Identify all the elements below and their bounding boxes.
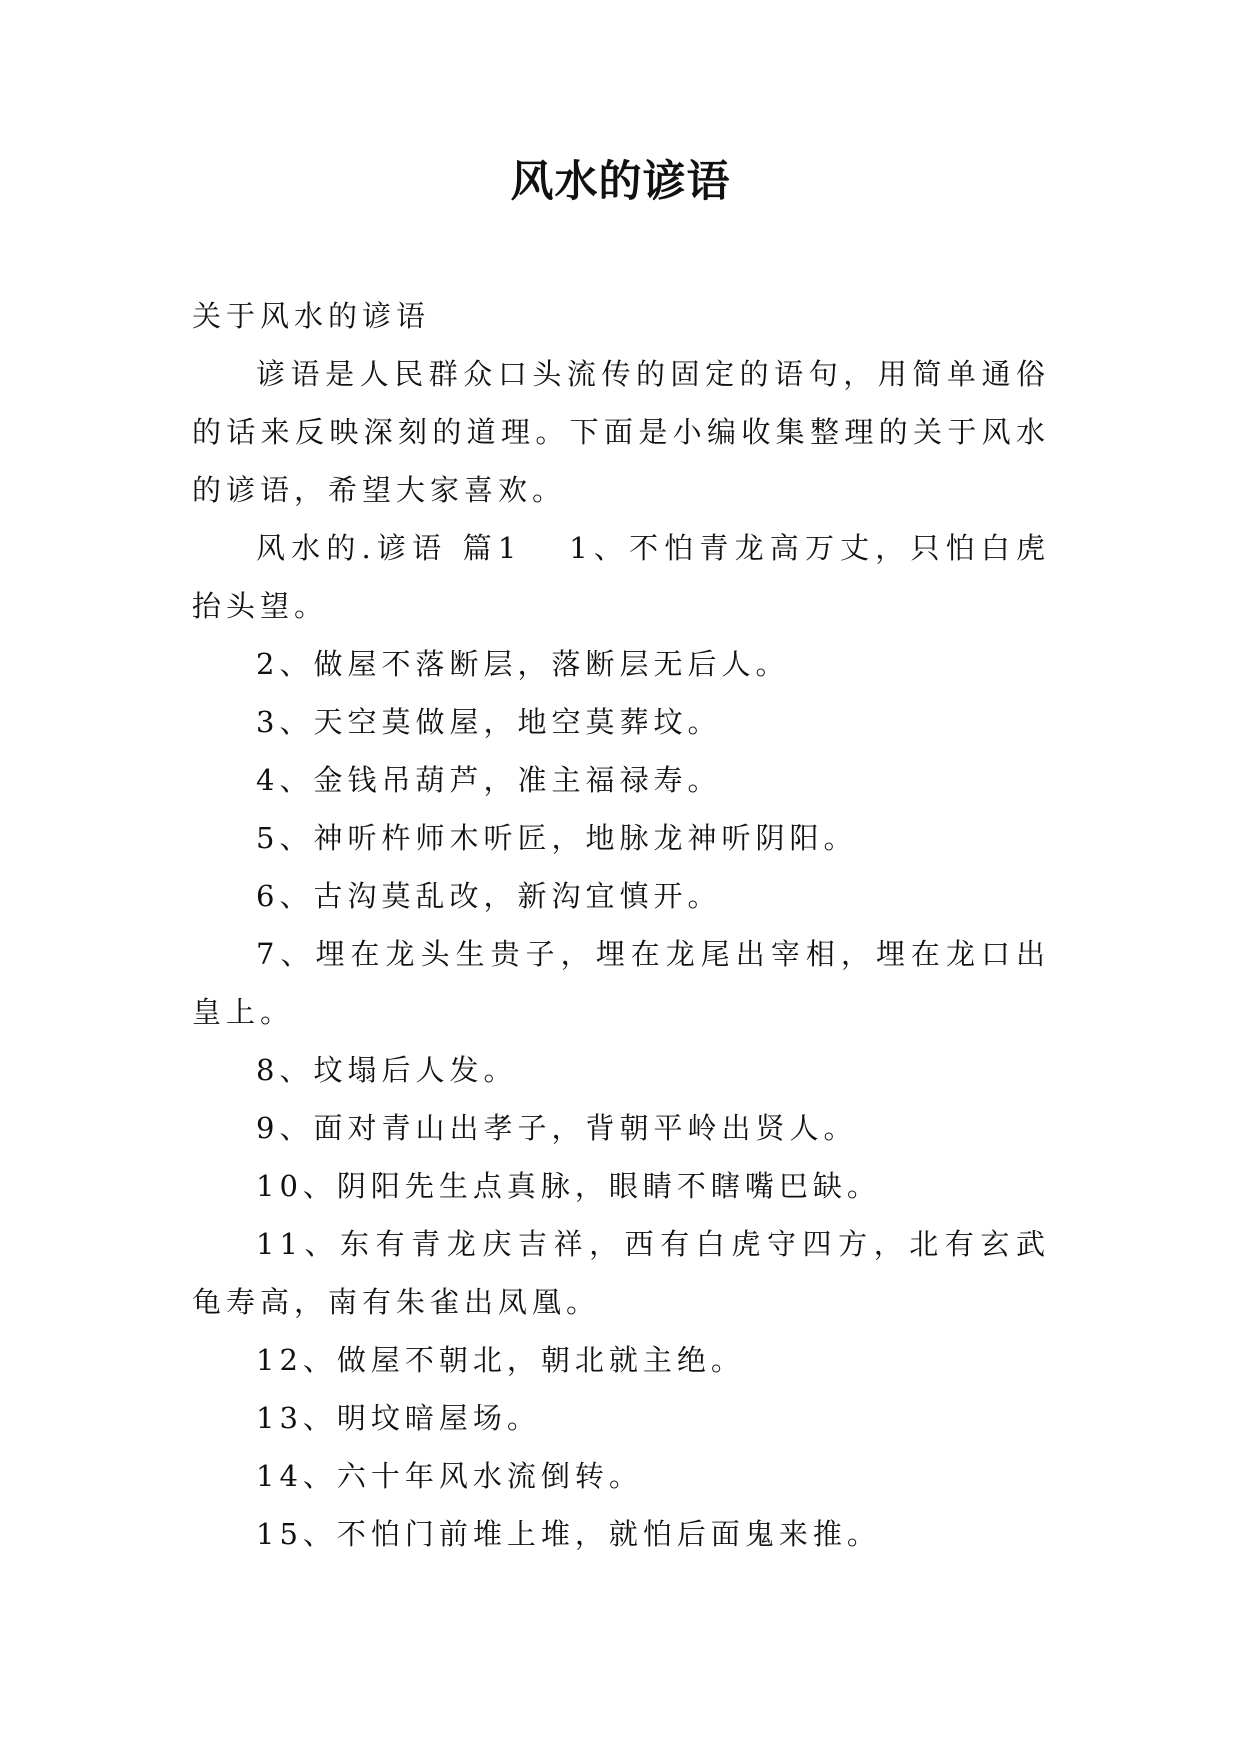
proverb-item: 10、阴阳先生点真脉，眼睛不瞎嘴巴缺。 bbox=[256, 1169, 881, 1203]
proverb-item: 5、神听杵师木听匠，地脉龙神听阴阳。 bbox=[256, 821, 858, 855]
proverb-item: 14、六十年风水流倒转。 bbox=[256, 1459, 643, 1493]
proverb-item: 2、做屋不落断层，落断层无后人。 bbox=[256, 647, 790, 681]
proverb-item: 6、古沟莫乱改，新沟宜慎开。 bbox=[256, 879, 722, 913]
intro-paragraph: 谚语是人民群众口头流传的固定的语句，用简单通俗的话来反映深刻的道理。下面是小编收集整理的关于风水的谚语，希望大家喜欢。 bbox=[192, 357, 1050, 507]
section-heading: 风水的.谚语 篇1 bbox=[256, 531, 522, 565]
subtitle: 关于风水的谚语 bbox=[192, 299, 431, 333]
proverb-item: 12、做屋不朝北，朝北就主绝。 bbox=[256, 1343, 745, 1377]
proverb-item: 1、不怕青龙高万丈，只怕白虎抬头望。 bbox=[192, 531, 1050, 623]
proverb-item: 9、面对青山出孝子，背朝平岭出贤人。 bbox=[256, 1111, 858, 1145]
document-title: 风水的谚语 bbox=[510, 157, 731, 207]
proverb-item: 7、埋在龙头生贵子，埋在龙尾出宰相，埋在龙口出皇上。 bbox=[192, 937, 1050, 1029]
section-paragraph bbox=[192, 519, 1050, 635]
document-body bbox=[192, 287, 1050, 1563]
proverb-item: 4、金钱吊葫芦，准主福禄寿。 bbox=[256, 763, 722, 797]
proverb-item: 13、明坟暗屋场。 bbox=[256, 1401, 541, 1435]
proverb-item: 3、天空莫做屋，地空莫葬坟。 bbox=[256, 705, 722, 739]
proverb-item: 8、坟塌后人发。 bbox=[256, 1053, 518, 1087]
proverb-item: 15、不怕门前堆上堆，就怕后面鬼来推。 bbox=[256, 1517, 881, 1551]
proverb-item: 11、东有青龙庆吉祥，西有白虎守四方，北有玄武龟寿高，南有朱雀出凤凰。 bbox=[192, 1227, 1050, 1319]
